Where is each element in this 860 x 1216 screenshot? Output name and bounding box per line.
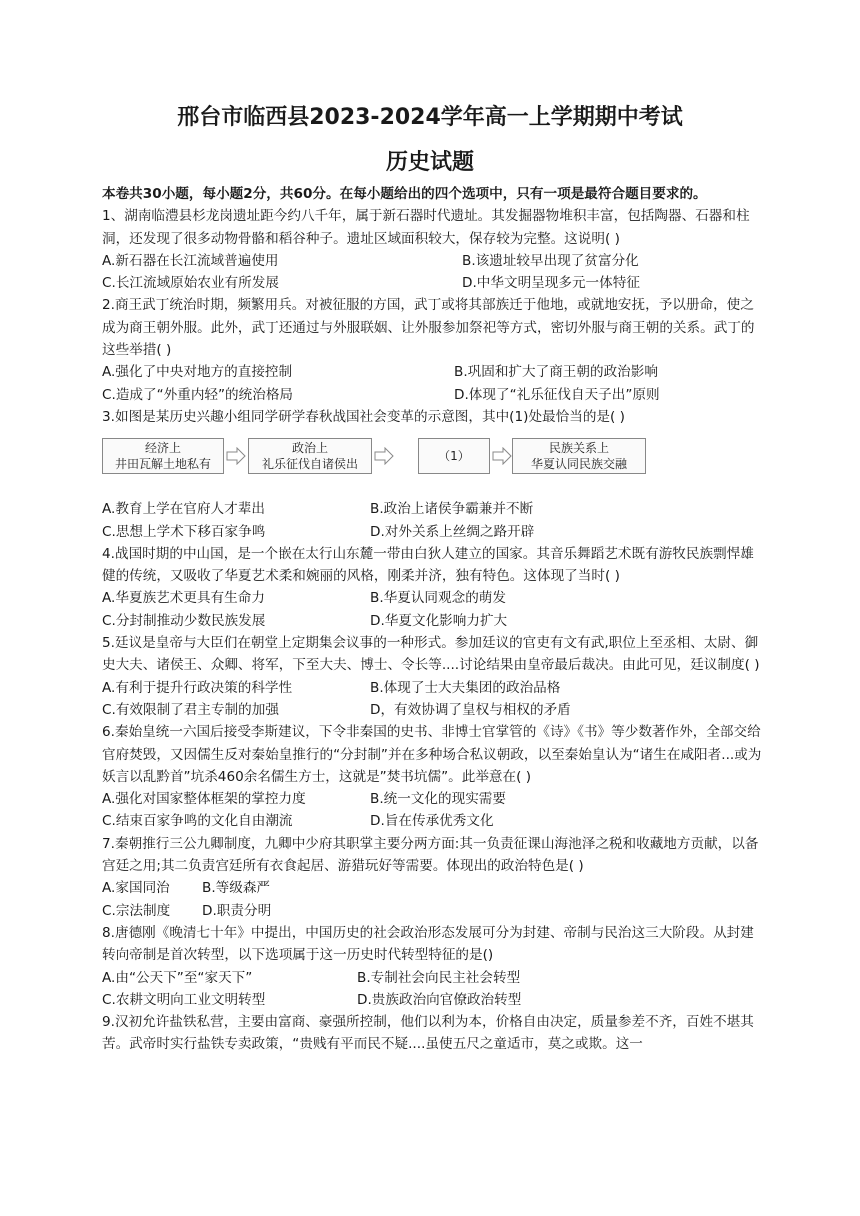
flow-box-economy xyxy=(102,438,224,474)
flow-box-heading: 政治上 xyxy=(291,441,328,456)
option: B.等级森严 xyxy=(202,880,271,897)
question-1-options-row2 xyxy=(102,272,762,294)
option: A.家国同治 xyxy=(102,880,170,897)
option: B.体现了士大夫集团的政治品格 xyxy=(370,679,561,696)
option: C.思想上学术下移百家争鸣 xyxy=(102,523,266,540)
flow-box-heading: 经济上 xyxy=(144,441,181,456)
flow-box-text: 井田瓦解土地私有 xyxy=(114,457,211,472)
question-2-options-row1 xyxy=(102,361,762,383)
question-5-stem: 5.廷议是皇帝与大臣们在朝堂上定期集会议事的一种形式。参加廷议的官吏有文有武,职位上至丞相、太尉、御史大夫、诸侯王、众卿、将军，下至大夫、博士、令长等....讨论结果由皇帝最后裁决。由此可见，廷议制度( ) xyxy=(102,635,760,674)
question-6-options-row1 xyxy=(102,788,762,810)
flow-box-politics xyxy=(248,438,372,474)
option: A.由“公天下”至“家天下” xyxy=(102,969,253,986)
option: D.华夏文化影响力扩大 xyxy=(370,612,508,629)
option: B.统一文化的现实需要 xyxy=(370,791,506,808)
flow-box-blank xyxy=(418,438,490,474)
option: B.该遗址较早出现了贫富分化 xyxy=(462,252,639,269)
exam-content xyxy=(102,183,762,1056)
question-4-stem: 4.战国时期的中山国，是一个嵌在太行山东麓一带由白狄人建立的国家。其音乐舞蹈艺术既有游牧民族剽悍雄健的传统，又吸收了华夏艺术柔和婉丽的风格，刚柔并济，独有特色。这体现了当时( ) xyxy=(102,545,754,585)
question-6-stem: 6.秦始皇统一六国后接受李斯建议，下令非秦国的史书、非博士官掌管的《诗》《书》等少数著作外，全部交给官府焚毁，又因儒生反对秦始皇推行的“分封制”并在多种场合私议朝政，以至秦始皇认为“诸生在咸阳者...或为妖言以乱黔首”坑杀460余名儒生方士，这就是”焚书坑儒”。此举意在( ) xyxy=(102,724,762,785)
question-1-options-row1 xyxy=(102,250,762,272)
option: D.贵族政治向官僚政治转型 xyxy=(357,991,522,1008)
flow-box-heading: 民族关系上 xyxy=(548,441,609,456)
question-5-options-row1 xyxy=(102,677,762,699)
option: D.体现了“礼乐征伐自天子出”原则 xyxy=(454,386,660,403)
option: A.强化对国家整体框架的掌控力度 xyxy=(102,791,306,808)
option: C.农耕文明向工业文明转型 xyxy=(102,991,266,1008)
question-4-options-row1 xyxy=(102,587,762,609)
question-3-flow-diagram xyxy=(102,430,762,484)
option: D.对外关系上丝绸之路开辟 xyxy=(370,523,535,540)
question-7-options-row1 xyxy=(102,877,762,899)
question-3-options-row1 xyxy=(102,498,762,520)
option: A.教育上学在官府人才辈出 xyxy=(102,501,265,518)
question-4-options-row2 xyxy=(102,610,762,632)
flow-box-text: 华夏认同民族交融 xyxy=(530,457,627,472)
option: C.分封制推动少数民族发展 xyxy=(102,612,266,629)
question-9-stem: 9.汉初允许盐铁私营，主要由富商、豪强所控制，他们以利为本，价格自由决定，质量参差不齐，百姓不堪其苦。武帝时实行盐铁专卖政策，“贵贱有平而民不疑....虽使五尺之童适市，莫之或欺。这一 xyxy=(102,1014,754,1053)
flow-box-ethnic-relations xyxy=(512,438,646,474)
question-3-options-row2 xyxy=(102,521,762,543)
question-1-stem: 1、湖南临澧县杉龙岗遗址距今约八千年，属于新石器时代遗址。其发掘器物堆积丰富，包括陶器、石器和柱洞，还发现了很多动物骨骼和稻谷种子。遗址区域面积较大，保存较为完整。这说明( ) xyxy=(102,208,750,247)
question-2-stem: 2.商王武丁统治时期，频繁用兵。对被征服的方国，武丁或将其部族迁于他地，或就地安抚，予以册命，使之成为商王朝外服。此外，武丁还通过与外服联姻、让外服参加祭祀等方式，密切外服与商王朝的关系。武丁的这些举措( ) xyxy=(102,297,755,359)
exam-title: 邢台市临西县2023-2024学年高一上学期期中考试 xyxy=(177,105,683,130)
flow-box-heading: （1） xyxy=(438,449,470,464)
exam-instructions: 本卷共30小题，每小题2分，共60分。在每小题给出的四个选项中，只有一项是最符合题目要求的。 xyxy=(102,186,707,202)
question-8-stem: 8.唐德刚《晚清七十年》中提出，中国历史的社会政治形态发展可分为封建、帝制与民治这三大阶段。从封建转向帝制是首次转型，以下选项属于这一历史时代转型特征的是() xyxy=(102,924,754,964)
option: A.新石器在长江流域普遍使用 xyxy=(102,252,279,269)
question-3-stem: 3.如图是某历史兴趣小组同学研学春秋战国社会变革的示意图，其中(1)处最恰当的是( ) xyxy=(102,408,625,425)
arrow-right-icon xyxy=(226,447,246,465)
option: D.旨在传承优秀文化 xyxy=(370,813,494,830)
question-8-options-row1 xyxy=(102,967,762,989)
flow-box-text: 礼乐征伐自诸侯出 xyxy=(261,457,358,472)
option: C.造成了“外重内轻”的统治格局 xyxy=(102,386,294,403)
option: A.强化了中央对地方的直接控制 xyxy=(102,364,293,381)
question-2-options-row2 xyxy=(102,384,762,406)
exam-subtitle: 历史试题 xyxy=(385,150,474,175)
option: D.职责分明 xyxy=(202,902,272,919)
option: B.政治上诸侯争霸兼并不断 xyxy=(370,501,534,518)
arrow-right-icon xyxy=(492,447,512,465)
option: C.宗法制度 xyxy=(102,902,171,919)
option: C.结束百家争鸣的文化自由潮流 xyxy=(102,813,293,830)
option: D，有效协调了皇权与相权的矛盾 xyxy=(370,701,571,718)
option: B.巩固和扩大了商王朝的政治影响 xyxy=(454,364,658,381)
option: C.长江流域原始农业有所发展 xyxy=(102,275,279,292)
question-5-options-row2 xyxy=(102,699,762,721)
question-6-options-row2 xyxy=(102,810,762,832)
question-7-stem: 7.秦朝推行三公九卿制度，九卿中少府其职掌主要分两方面:其一负责征课山海池泽之税和收藏地方贡献，以备宫廷之用;其二负责宫廷所有衣食起居、游猎玩好等需要。体现出的政治特色是( ) xyxy=(102,835,759,875)
question-8-options-row2 xyxy=(102,989,762,1011)
option: B.专制社会向民主社会转型 xyxy=(357,969,521,986)
option: C.有效限制了君主专制的加强 xyxy=(102,701,279,718)
option: A.有利于提升行政决策的科学性 xyxy=(102,679,293,696)
option: D.中华文明呈现多元一体特征 xyxy=(462,275,640,292)
arrow-right-icon xyxy=(374,447,394,465)
option: A.华夏族艺术更具有生命力 xyxy=(102,590,265,607)
question-7-options-row2 xyxy=(102,900,762,922)
option: B.华夏认同观念的萌发 xyxy=(370,590,506,607)
